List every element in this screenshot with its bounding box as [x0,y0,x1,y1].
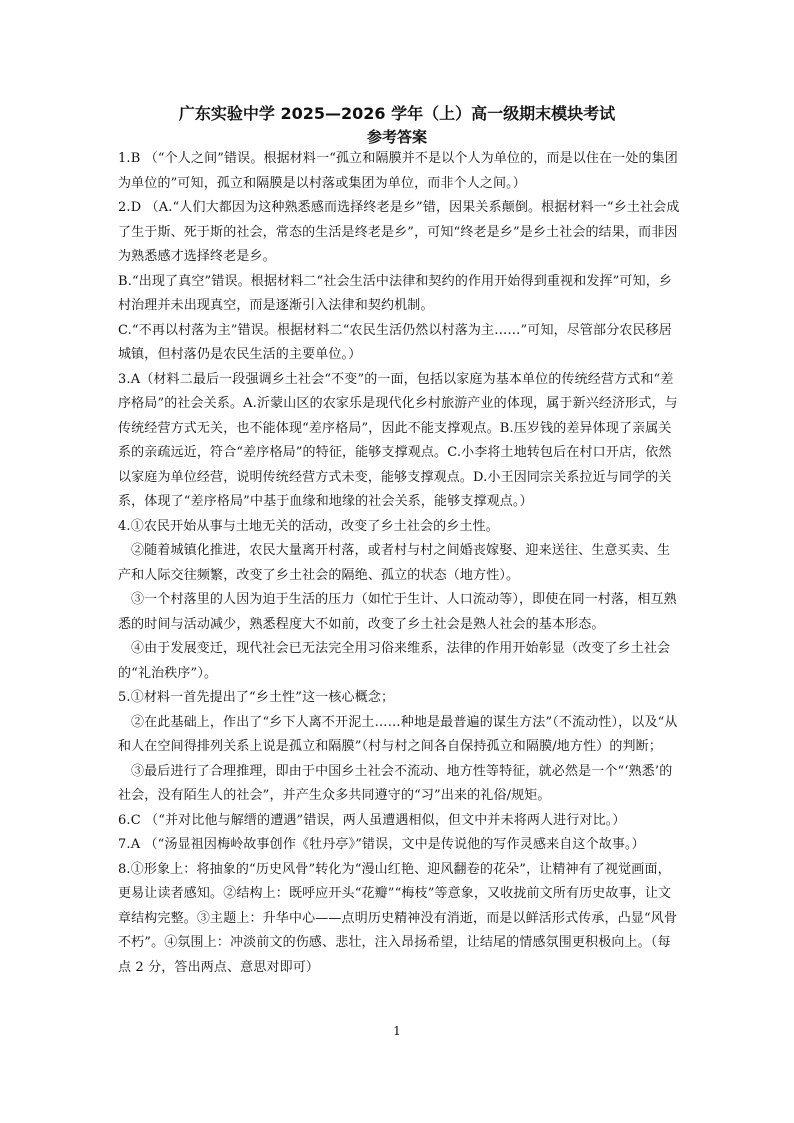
page-number: 1 [393,1024,401,1038]
answer-6: 6.C （“并对比他与解缙的遭遇”错误，两人虽遭遇相似，但文中并未将两人进行对比。） [118,812,626,828]
answer-5-point-3: ③最后进行了合理推理，即由于中国乡土社会不流动、地方性等特征，就必然是一个“‘熟悉’的社会，没有陌生人的社会”，并产生众多共同遵守的“习”出来的礼俗/规矩。 [118,763,673,803]
answer-2: 2.D （A.“人们大都因为这种熟悉感而选择终老是乡”错，因果关系颠倒。根据材料一“乡土社会成了生于斯、死于斯的社会，常态的生活是终老是乡”，可知“终老是乡”是乡土社会的结果，而非因为熟悉感才选择终老是乡。 [118,200,680,264]
answer-4-point-2: ②随着城镇化推进，农民大量离开村落，或者村与村之间婚丧嫁娶、迎来送往、生意买卖、生产和人际交往频繁，改变了乡土社会的隔绝、孤立的状态（地方性）。 [118,543,671,583]
answer-4-point-4: ④由于发展变迁，现代社会已无法完全用习俗来维系，法律的作用开始彰显（改变了乡土社会的“礼治秩序”）。 [118,641,671,681]
answer-2-b: B.“出现了真空”错误。根据材料二“社会生活中法律和契约的作用开始得到重视和发挥”可知，乡村治理并未出现真空，而是逐渐引入法律和契约机制。 [118,273,673,313]
answer-3: 3.A（材料二最后一段强调乡土社会“不变”的一面，包括以家庭为基本单位的传统经营方式和“差序格局”的社会关系。A.沂蒙山区的农家乐是现代化乡村旅游产业的体现，属于新兴经济形式，与传统经营方式无关，也不能体现“差序格局”，因此不能支撑观点。B.压岁钱的差异体现了亲属关系的亲疏远近，符合“差序格局”的特征，能够支撑观点。C.小李将土地转包后在村口开店，依然以家庭为单位经营，说明传统经营方式未变，能够支撑观点。D.小王因同宗关系拉近与同学的关系，体现了“差序格局”中基于血缘和地缘的社会关系，能够支撑观点。） [118,371,678,509]
answer-5-point-2: ②在此基础上，作出了“乡下人离不开泥土……种地是最普遍的谋生方法”（不流动性），以及“从和人在空间得排列关系上说是孤立和隔膜”（村与村之间各自保持孤立和隔膜/地方性）的判断； [118,714,678,754]
answer-7: 7.A （“汤显祖因梅岭故事创作《牡丹亭》”错误，文中是传说他的写作灵感来自这个故事。） [118,837,645,852]
exam-title: 广东实验中学 2025—2026 学年（上）高一级期末模块考试 [178,104,616,123]
answer-5-point-1: 5.①材料一首先提出了“乡土性”这一核心概念； [118,690,395,705]
answer-4-point-3: ③一个村落里的人因为迫于生活的压力（如忙于生计、人口流动等），即使在同一村落，相互熟悉的时间与活动减少，熟悉程度大不如前，改变了乡土社会是熟人社会的基本形态。 [118,592,677,632]
answer-body [118,147,680,980]
answer-2-c: C.“不再以村落为主”错误。根据材料二“农民生活仍然以村落为主……”可知，尽管部分农民移居城镇，但村落仍是农民生活的主要单位。） [118,322,672,362]
answer-1: 1.B （“个人之间”错误。根据材料一“孤立和隔膜并不是以个人为单位的，而是以住在一处的集团为单位的”可知，孤立和隔膜是以村落或集团为单位，而非个人之间。） [118,151,678,191]
answer-4-point-1: 4.①农民开始从事与土地无关的活动，改变了乡土社会的乡土性。 [118,518,499,534]
answer-key-subtitle: 参考答案 [366,128,427,146]
answer-8: 8.①形象上：将抽象的“历史风骨”转化为“漫山红艳、迎风翻卷的花朵”，让精神有了视觉画面，更易让读者感知。②结构上：既呼应开头“花瓣”“梅枝”等意象，又收拢前文所有历史故事，让文章结构完整。③主题上：升华中心——点明历史精神没有消逝，而是以鲜活形式传承，凸显“风骨不朽”。④氛围上：冲淡前文的伤感、悲壮，注入昂扬希望，让结尾的情感氛围更积极向上。（每点 2 分，答出两点、意思对即可） [118,861,678,975]
